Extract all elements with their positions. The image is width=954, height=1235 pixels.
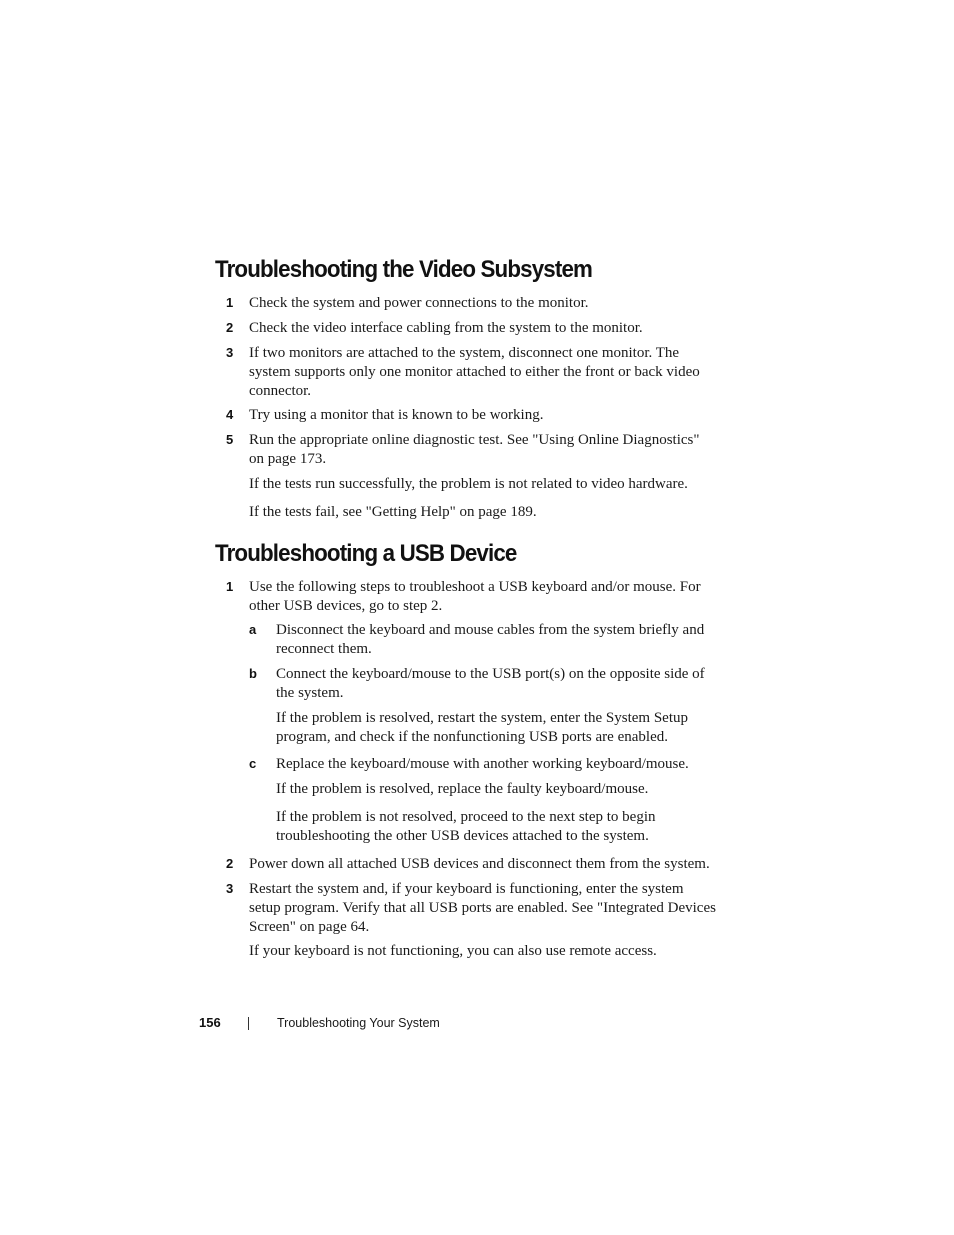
- step-text: Check the video interface cabling from the system to the monitor.: [249, 320, 643, 336]
- substep-text: Replace the keyboard/mouse with another working keyboard/mouse.: [276, 756, 689, 772]
- substep-letter: b: [249, 666, 257, 681]
- step-text: Restart the system and, if your keyboard is functioning, enter the system setup program. Verify that all USB ports are enabled. See "Integrated Devices Screen" on page 64.: [249, 881, 716, 935]
- step-text: Use the following steps to troubleshoot a USB keyboard and/or mouse. For other USB devices, go to step 2.: [249, 579, 701, 614]
- step-number: 3: [226, 345, 234, 360]
- step-text: If two monitors are attached to the system, disconnect one monitor. The system supports only one monitor attached to either the front or back video connector.: [249, 345, 700, 399]
- step-number: 4: [226, 407, 234, 422]
- step-number: 2: [226, 856, 234, 871]
- substep-letter: c: [249, 756, 257, 771]
- usb-note-b: If the problem is resolved, restart the system, enter the System Setup program, and check if the nonfunctioning USB ports are enabled.: [276, 710, 688, 745]
- step-number: 5: [226, 432, 234, 447]
- usb-note-c1: If the problem is resolved, replace the faulty keyboard/mouse.: [276, 781, 649, 797]
- step-number: 3: [226, 881, 234, 896]
- usb-note-3: If your keyboard is not functioning, you can also use remote access.: [249, 943, 657, 959]
- step-number: 1: [226, 295, 234, 310]
- page-number: 156: [199, 1015, 221, 1030]
- substep-text: Disconnect the keyboard and mouse cables from the system briefly and reconnect them.: [276, 622, 705, 657]
- usb-note-c2: If the problem is not resolved, proceed to the next step to begin troubleshooting the other USB devices attached to the system.: [276, 809, 656, 844]
- video-result-fail: If the tests fail, see "Getting Help" on page 189.: [249, 504, 537, 520]
- step-number: 2: [226, 320, 234, 335]
- video-result-pass: If the tests run successfully, the problem is not related to video hardware.: [249, 476, 688, 492]
- substep-letter: a: [249, 622, 257, 637]
- step-text: Run the appropriate online diagnostic test. See "Using Online Diagnostics" on page 173.: [249, 432, 700, 467]
- step-number: 1: [226, 579, 234, 594]
- footer-divider: [248, 1017, 249, 1030]
- step-text: Try using a monitor that is known to be working.: [249, 407, 544, 423]
- video-section-heading: Troubleshooting the Video Subsystem: [215, 256, 593, 283]
- step-text: Check the system and power connections to the monitor.: [249, 295, 589, 311]
- substep-text: Connect the keyboard/mouse to the USB port(s) on the opposite side of the system.: [276, 666, 705, 701]
- footer-section-title: Troubleshooting Your System: [277, 1016, 440, 1030]
- usb-section-heading: Troubleshooting a USB Device: [215, 540, 517, 567]
- step-text: Power down all attached USB devices and disconnect them from the system.: [249, 856, 710, 872]
